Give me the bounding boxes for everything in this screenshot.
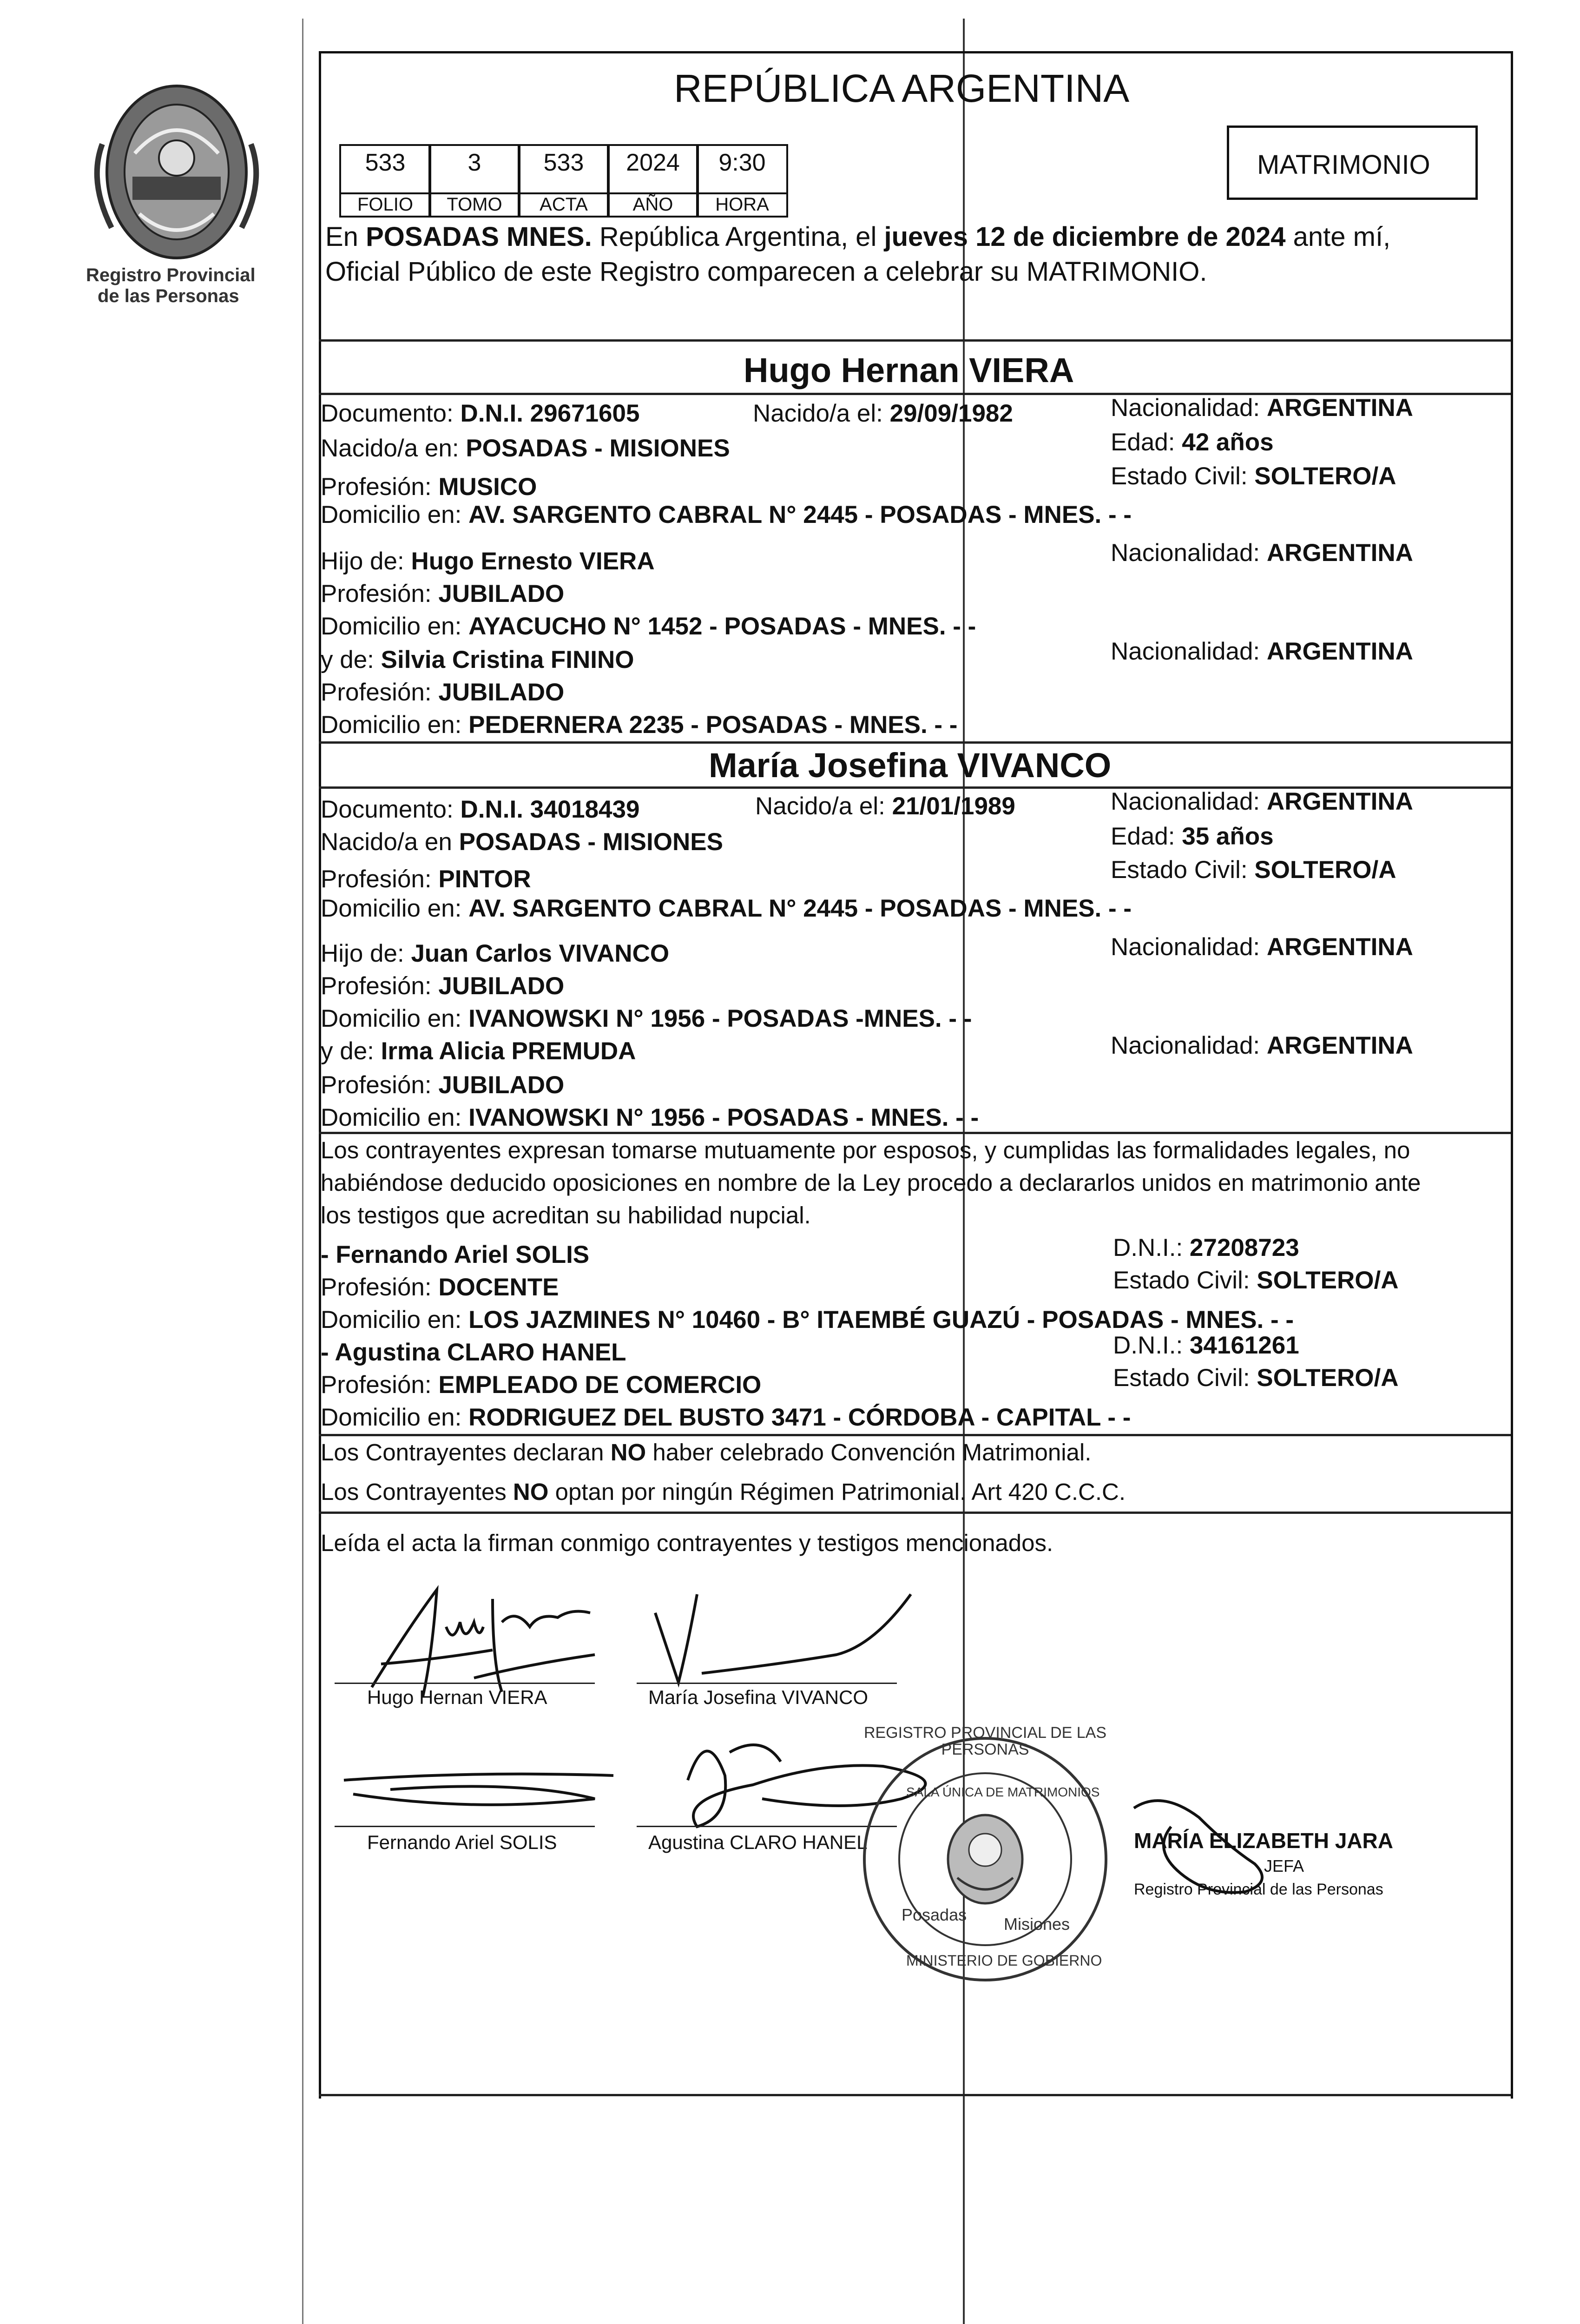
country-title: REPÚBLICA ARGENTINA [674, 66, 1130, 110]
witness1-address: Domicilio en: LOS JAZMINES N° 10460 - B° ITAEMBÉ GUAZÚ - POSADAS - MNES. - - [321, 1306, 1294, 1334]
spouse2-birthdate: Nacido/a el: 21/01/1989 [755, 792, 1015, 820]
witness2-address: Domicilio en: RODRIGUEZ DEL BUSTO 3471 - CÓRDOBA - CAPITAL - - [321, 1404, 1131, 1431]
witness2-civil-status: Estado Civil: SOLTERO/A [1113, 1364, 1399, 1392]
convention-line-2: Los Contrayentes NO optan por ningún Régimen Patrimonial. Art 420 C.C.C. [321, 1479, 1126, 1505]
spouse2-age: Edad: 35 años [1111, 823, 1274, 850]
witness1-name: - Fernando Ariel SOLIS [321, 1241, 590, 1268]
signature-label-2: María Josefina VIVANCO [648, 1686, 869, 1708]
spouse2-mother-nationality: Nacionalidad: ARGENTINA [1111, 1032, 1413, 1059]
spouse2-civil-status: Estado Civil: SOLTERO/A [1111, 856, 1396, 884]
seal-inner-text: SALA ÚNICA DE MATRIMONIOS [906, 1785, 1100, 1799]
logo-text-line-2: de las Personas [98, 286, 239, 306]
seal-city-b: Misiones [1004, 1915, 1070, 1934]
left-margin-rule [302, 19, 303, 2324]
spouse1-mother-nationality: Nacionalidad: ARGENTINA [1111, 638, 1413, 665]
logo-text-line-1: Registro Provincial [86, 265, 256, 285]
seal-city-a: Posadas [902, 1905, 967, 1924]
official-seal [855, 1724, 1115, 1989]
province-coat-of-arms-icon [88, 79, 265, 265]
spouse2-father-nationality: Nacionalidad: ARGENTINA [1111, 933, 1413, 961]
witness1-profession: Profesión: DOCENTE [321, 1274, 559, 1301]
section-divider [319, 1434, 1511, 1436]
spouse1-age: Edad: 42 años [1111, 429, 1274, 456]
section-divider [319, 741, 1511, 744]
spouse1-birthdate: Nacido/a el: 29/09/1982 [753, 400, 1013, 427]
witness2-name: - Agustina CLARO HANEL [321, 1339, 626, 1366]
logo [88, 79, 265, 311]
folio-label: FOLIO [339, 192, 431, 218]
spouse1-address: Domicilio en: AV. SARGENTO CABRAL N° 2445 - POSADAS - MNES. - - [321, 501, 1132, 528]
spouse2-father: Hijo de: Juan Carlos VIVANCO [321, 940, 670, 967]
frame-bottom [319, 2094, 1511, 2096]
spouse2-mother-profession: Profesión: JUBILADO [321, 1071, 565, 1099]
record-type-box [1227, 125, 1478, 200]
witness2-profession: Profesión: EMPLEADO DE COMERCIO [321, 1371, 762, 1399]
signature-line [335, 1826, 595, 1827]
tomo-value: 3 [428, 144, 520, 194]
spouse1-father-address: Domicilio en: AYACUCHO N° 1452 - POSADAS - MNES. - - [321, 613, 976, 640]
seal-emblem-icon [855, 1729, 1115, 1989]
spouse2-address: Domicilio en: AV. SARGENTO CABRAL N° 2445 - POSADAS - MNES. - - [321, 895, 1132, 922]
spouse1-father: Hijo de: Hugo Ernesto VIERA [321, 548, 655, 575]
spouse1-father-nationality: Nacionalidad: ARGENTINA [1111, 539, 1413, 567]
acta-label: ACTA [518, 192, 610, 218]
signature-label-4: Agustina CLARO HANEL [648, 1831, 868, 1853]
signature-line [637, 1683, 897, 1684]
spouse1-profession: Profesión: MUSICO [321, 473, 537, 501]
spouse1-mother: y de: Silvia Cristina FININO [321, 646, 634, 673]
spouse1-mother-address: Domicilio en: PEDERNERA 2235 - POSADAS - MNES. - - [321, 711, 958, 739]
spouse1-document: Documento: D.N.I. 29671605 [321, 400, 640, 427]
intro-line-2: Oficial Público de este Registro comparecen a celebrar su MATRIMONIO. [325, 257, 1207, 287]
closing-statement: Leída el acta la firman conmigo contrayentes y testigos mencionados. [321, 1530, 1053, 1556]
official-name: MARÍA ELIZABETH JARA [1134, 1829, 1393, 1853]
hora-label: HORA [696, 192, 788, 218]
spouse2-father-profession: Profesión: JUBILADO [321, 972, 565, 1000]
declaration-line-1: Los contrayentes expresan tomarse mutuamente por esposos, y cumplidas las formalidades legales, no [321, 1137, 1410, 1163]
spouse1-father-profession: Profesión: JUBILADO [321, 580, 565, 607]
spouse2-mother-address: Domicilio en: IVANOWSKI N° 1956 - POSADAS - MNES. - - [321, 1104, 979, 1131]
signature-hugo-viera [353, 1571, 613, 1701]
declaration-line-3: los testigos que acreditan su habilidad nupcial. [321, 1202, 811, 1228]
intro-line-1: En POSADAS MNES. República Argentina, el jueves 12 de diciembre de 2024 ante mí, [325, 222, 1391, 252]
spouse2-birthplace: Nacido/a en POSADAS - MISIONES [321, 828, 723, 856]
signature-label-1: Hugo Hernan VIERA [367, 1686, 547, 1708]
spouse2-father-address: Domicilio en: IVANOWSKI N° 1956 - POSADAS -MNES. - - [321, 1005, 972, 1032]
acta-value: 533 [518, 144, 610, 194]
spouse2-nationality: Nacionalidad: ARGENTINA [1111, 788, 1413, 815]
seal-bottom-text: MINISTERIO DE GOBIERNO [906, 1952, 1102, 1969]
witness2-dni: D.N.I.: 34161261 [1113, 1332, 1299, 1359]
section-divider [319, 1132, 1511, 1134]
spouse2-document: Documento: D.N.I. 34018439 [321, 796, 640, 823]
official-office: Registro Provincial de las Personas [1134, 1881, 1383, 1898]
spouse1-birthplace: Nacido/a en: POSADAS - MISIONES [321, 435, 730, 462]
record-type-label: MATRIMONIO [1257, 150, 1430, 180]
witness1-civil-status: Estado Civil: SOLTERO/A [1113, 1267, 1399, 1294]
tomo-label: TOMO [428, 192, 520, 218]
section-divider [319, 339, 1511, 342]
official-title: JEFA [1264, 1856, 1304, 1875]
seal-outer-text: REGISTRO PROVINCIAL DE LAS PERSONAS [863, 1724, 1107, 1758]
hora-value: 9:30 [696, 144, 788, 194]
folio-value: 533 [339, 144, 431, 194]
spouse1-nationality: Nacionalidad: ARGENTINA [1111, 394, 1413, 422]
declaration-line-2: habiéndose deducido oposiciones en nombre de la Ley procedo a declararlos unidos en matrimonio ante [321, 1169, 1421, 1196]
spouse1-civil-status: Estado Civil: SOLTERO/A [1111, 462, 1396, 490]
signature-line [335, 1683, 595, 1684]
spouse1-name: Hugo Hernan VIERA [744, 351, 1074, 390]
signature-label-3: Fernando Ariel SOLIS [367, 1831, 557, 1853]
signature-maria-vivanco [641, 1576, 920, 1692]
spouse2-mother: y de: Irma Alicia PREMUDA [321, 1037, 636, 1065]
section-divider [319, 1512, 1511, 1514]
anio-label: AÑO [607, 192, 699, 218]
witness1-dni: D.N.I.: 27208723 [1113, 1234, 1299, 1261]
anio-value: 2024 [607, 144, 699, 194]
spouse2-name: María Josefina VIVANCO [709, 746, 1112, 785]
spouse1-mother-profession: Profesión: JUBILADO [321, 679, 565, 706]
convention-line-1: Los Contrayentes declaran NO haber celebrado Convención Matrimonial. [321, 1439, 1092, 1466]
spouse2-profession: Profesión: PINTOR [321, 865, 531, 893]
